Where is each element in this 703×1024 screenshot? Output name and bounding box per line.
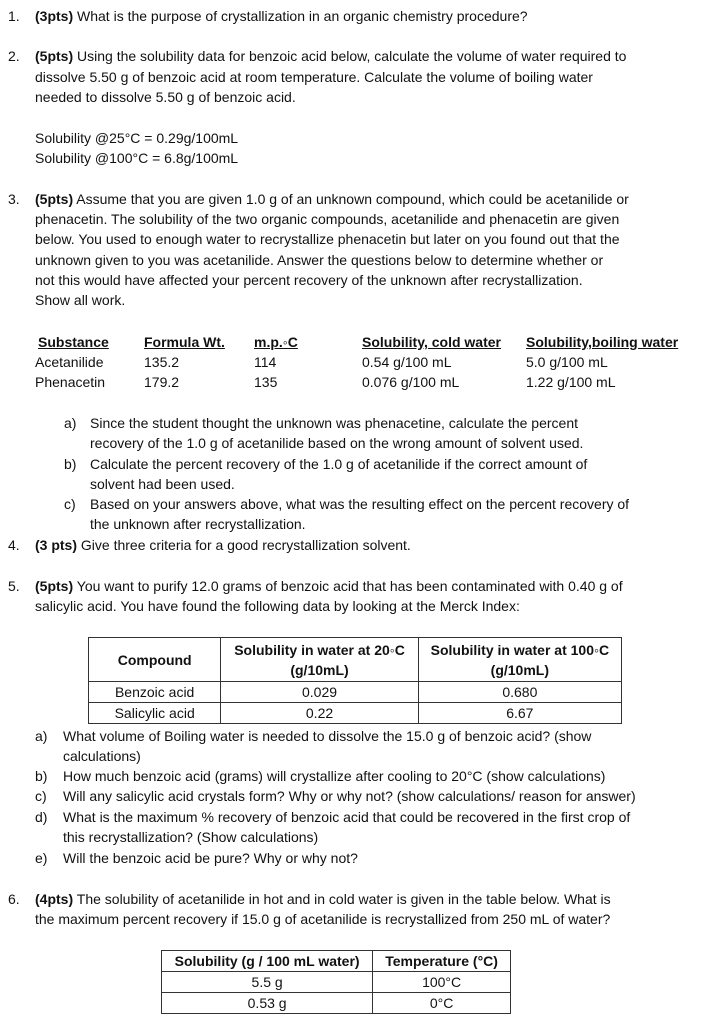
q3b-label: b): [64, 456, 77, 472]
q3-line-5: not this would have affected your percent recovery of the unknown after recrystallization.: [35, 272, 583, 288]
q5-table: [88, 637, 622, 724]
q6-row2-temperature: 0°C: [373, 993, 511, 1014]
q5-row2-100c: 6.67: [418, 703, 621, 724]
q5c-line-1: Will any salicylic acid crystals form? Why or why not? (show calculations/ reason for answer): [63, 788, 636, 804]
q5-number: 5.: [8, 578, 20, 594]
q3-line-1-text: Assume that you are given 1.0 g of an unknown compound, which could be acetanilide or: [76, 191, 629, 207]
q1-question: What is the purpose of crystallization in an organic chemistry procedure?: [77, 8, 528, 24]
q1-text: [35, 6, 528, 26]
q3-points: (5pts): [35, 191, 74, 207]
table-row: [162, 972, 511, 993]
q2-line-1: [35, 46, 626, 66]
q3a-line-2: recovery of the 1.0 g of acetanilide based on the wrong amount of solvent used.: [90, 435, 584, 451]
q5-row1-compound: Benzoic acid: [89, 682, 221, 703]
q5-line-1: [35, 576, 623, 596]
q5-row2-20c: 0.22: [221, 703, 418, 724]
q3b-line-2: solvent had been used.: [90, 476, 235, 492]
q6-row2-solubility: 0.53 g: [162, 993, 373, 1014]
q4-number: 4.: [8, 537, 20, 553]
q5-th-20c: [221, 638, 418, 682]
q3-row2-formula: 179.2: [144, 374, 180, 390]
q3-th-formula: Formula Wt.: [144, 334, 225, 350]
q6-line-1-text: The solubility of acetanilide in hot and in cold water is given in the table below. What is: [76, 891, 611, 907]
q3b-line-1: Calculate the percent recovery of the 1.0 g of acetanilide if the correct amount of: [90, 456, 588, 472]
q6-th-temperature: Temperature (°C): [373, 951, 511, 972]
q3-line-1: [35, 189, 629, 209]
q3a-line-1: Since the student thought the unknown was phenacetine, calculate the percent: [90, 415, 579, 431]
q5e-label: e): [35, 850, 48, 866]
q3-row1-formula: 135.2: [144, 354, 180, 370]
q2-line-3: needed to dissolve 5.50 g of benzoic acid.: [35, 89, 296, 105]
q1-number: 1.: [8, 8, 20, 24]
q3c-label: c): [64, 496, 76, 512]
q3-line-6: Show all work.: [35, 292, 126, 308]
q6-points: (4pts): [35, 891, 74, 907]
table-row: [89, 682, 622, 703]
q3-th-cold: Solubility, cold water: [362, 334, 501, 350]
q3-row1-substance: Acetanilide: [35, 354, 104, 370]
q6-line-2: the maximum percent recovery if 15.0 g of acetanilide is recrystallized from 250 mL of water?: [35, 911, 611, 927]
q3c-line-2: the unknown after recrystallization.: [90, 516, 306, 532]
q5-th-compound: Compound: [89, 638, 221, 682]
q5b-label: b): [35, 768, 48, 784]
table-row: [89, 703, 622, 724]
q3-line-4: unknown given to you was acetanilide. Answer the questions below to determine whether or: [35, 252, 604, 268]
q5-row2-compound: Salicylic acid: [89, 703, 221, 724]
q6-line-1: [35, 889, 611, 909]
q5-th-100c-line2: (g/10mL): [490, 661, 550, 678]
q5-th-20c-line2: (g/10mL): [290, 661, 349, 678]
q3-th-mp: m.p.◦C: [254, 334, 298, 350]
q4-question: Give three criteria for a good recrystallization solvent.: [80, 537, 411, 553]
q3-row1-mp: 114: [254, 354, 277, 370]
q5b-line-1: How much benzoic acid (grams) will crystallize after cooling to 20°C (show calculations): [63, 768, 606, 784]
q2-points: (5pts): [35, 48, 74, 64]
q5-line-1-text: You want to purify 12.0 grams of benzoic acid that has been contaminated with 0.40 g of: [76, 578, 623, 594]
q5-th-100c-line1: Solubility in water at 100◦C: [430, 641, 610, 658]
q5-th-100c: [418, 638, 621, 682]
q3-row2-substance: Phenacetin: [35, 374, 106, 390]
q5d-line-1: What is the maximum % recovery of benzoic acid that could be recovered in the first crop of: [63, 809, 631, 825]
q5-line-2: salicylic acid. You have found the following data by looking at the Merck Index:: [35, 598, 520, 614]
q5-points: (5pts): [35, 578, 74, 594]
q3-line-3: below. You used to enough water to recrystallize phenacetin but later on you found out that the: [35, 231, 620, 247]
table-row: [162, 993, 511, 1014]
q3-th-boiling: Solubility,boiling water: [526, 334, 679, 350]
q5d-line-2: this recrystallization? (Show calculations): [63, 829, 319, 845]
q5-row1-100c: 0.680: [418, 682, 621, 703]
q5-th-20c-line1: Solubility in water at 20◦C: [234, 641, 405, 658]
q3-row2-mp: 135: [254, 374, 278, 390]
q2-line-1-text: Using the solubility data for benzoic acid below, calculate the volume of water required to: [77, 48, 627, 64]
q6-th-solubility: Solubility (g / 100 mL water): [162, 951, 373, 972]
q3-line-2: phenacetin. The solubility of the two organic compounds, acetanilide and phenacetin are given: [35, 211, 620, 227]
q3-th-substance: Substance: [38, 334, 109, 350]
q6-row1-solubility: 5.5 g: [162, 972, 373, 993]
q2-number: 2.: [8, 48, 20, 64]
q3-row2-boiling: 1.22 g/100 mL: [526, 374, 616, 390]
q3-number: 3.: [8, 191, 20, 207]
q4-points: (3 pts): [35, 537, 77, 553]
q5a-line-2: calculations): [63, 748, 141, 764]
q3-row1-cold: 0.54 g/100 mL: [362, 354, 452, 370]
q5c-label: c): [35, 788, 47, 804]
q5e-line-1: Will the benzoic acid be pure? Why or why not?: [63, 850, 358, 866]
q2-solubility-25: Solubility @25°C = 0.29g/100mL: [35, 130, 239, 146]
q5a-label: a): [35, 728, 48, 744]
q3-row2-cold: 0.076 g/100 mL: [362, 374, 460, 390]
q5d-label: d): [35, 809, 48, 825]
q3a-label: a): [64, 415, 77, 431]
q5-row1-20c: 0.029: [221, 682, 418, 703]
q6-row1-temperature: 100°C: [373, 972, 511, 993]
q2-solubility-100: Solubility @100°C = 6.8g/100mL: [35, 150, 239, 166]
q1-points: (3pts): [35, 8, 74, 24]
q2-line-2: dissolve 5.50 g of benzoic acid at room temperature. Calculate the volume of boiling water: [35, 69, 593, 85]
q3-row1-boiling: 5.0 g/100 mL: [526, 354, 608, 370]
q4-text: [35, 535, 411, 555]
q3c-line-1: Based on your answers above, what was the resulting effect on the percent recovery of: [90, 496, 630, 512]
q5a-line-1: What volume of Boiling water is needed to dissolve the 15.0 g of benzoic acid? (show: [63, 728, 592, 744]
q6-number: 6.: [8, 891, 20, 907]
q6-table: [161, 950, 511, 1014]
